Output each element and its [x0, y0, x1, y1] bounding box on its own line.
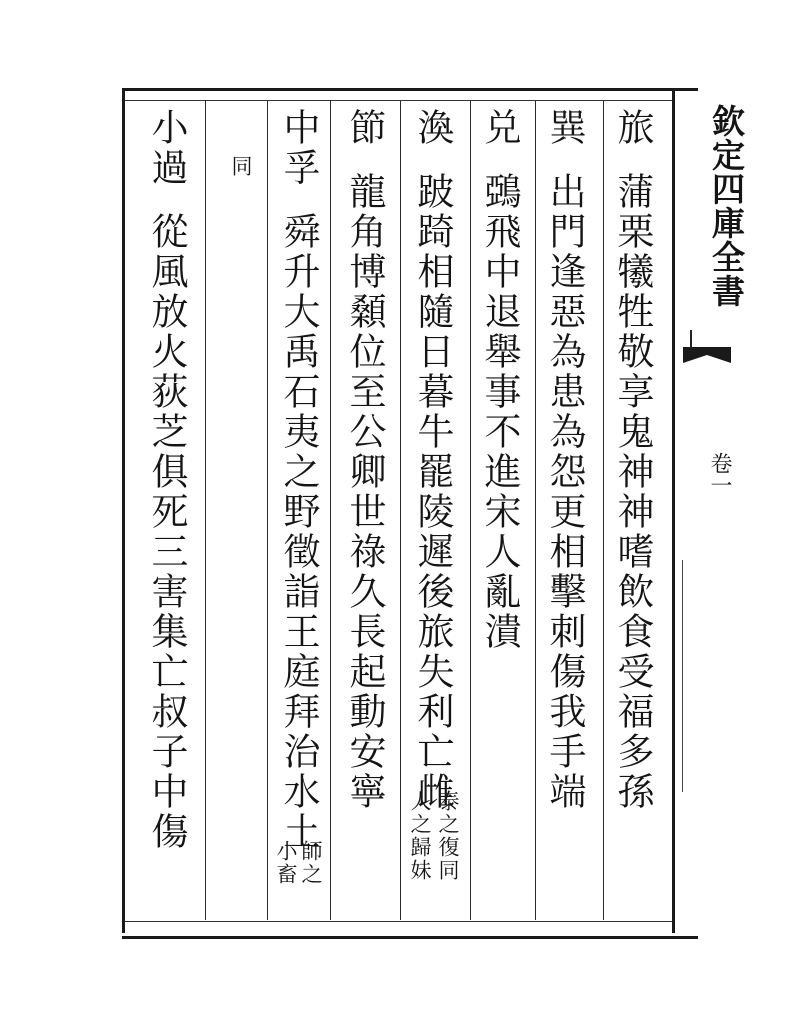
annotation-tong: 同 — [229, 155, 253, 178]
verse-text: 龍角博顙位至公卿世祿久長起動安寧 — [343, 172, 386, 812]
verse-text: 出門逢惡為患為怨更相擊刺傷我手端 — [543, 172, 586, 812]
verse-text: 鵶飛中退舉事不進宋人亂潰 — [478, 172, 521, 652]
margin-rule — [682, 560, 683, 792]
text-column — [611, 108, 654, 812]
annotation-right: 泰之復同 — [436, 790, 460, 882]
text-column — [277, 108, 320, 852]
hexagram-name: 旅 — [611, 108, 654, 148]
column-rule — [470, 100, 471, 920]
verse-text: 從風放火荻芝俱死三害集亡叔子中傷 — [145, 212, 188, 852]
column-rule — [267, 100, 268, 920]
hexagram-name: 中孚 — [277, 108, 320, 188]
book-title-margin: 欽定四庫全書 — [707, 104, 746, 308]
annotation-right: 師之 — [299, 840, 323, 886]
column-rule — [205, 100, 206, 920]
column-rule — [330, 100, 331, 920]
hexagram-name: 渙 — [411, 108, 454, 148]
page-inner-frame — [124, 100, 672, 922]
text-column — [478, 108, 521, 652]
margin-rule — [690, 330, 692, 350]
hexagram-name: 小過 — [145, 108, 188, 188]
verse-text: 蒲栗犧牲敬享鬼神神嗜飲食受福多孫 — [611, 172, 654, 812]
text-column — [411, 108, 454, 812]
column-rule — [400, 100, 401, 920]
text-column — [543, 108, 586, 812]
hexagram-name: 兑 — [478, 108, 521, 148]
verse-text: 舜升大禹石夷之野徵詣王庭拜治水土 — [277, 212, 320, 852]
column-rule — [603, 100, 604, 920]
annotation-left: 人之歸妹 — [408, 790, 432, 882]
text-column — [145, 108, 188, 852]
text-column — [343, 108, 386, 812]
right-border-rule — [672, 88, 675, 933]
hexagram-name: 節 — [343, 108, 386, 148]
verse-text: 跛踦相隨日暮牛罷陵遲後旅失利亡雌 — [411, 172, 454, 812]
column-rule — [535, 100, 536, 920]
left-border-rule — [122, 88, 125, 933]
hexagram-name: 巽 — [543, 108, 586, 148]
annotation-left: 小畜 — [274, 840, 298, 886]
volume-label: 卷一 — [707, 452, 732, 496]
